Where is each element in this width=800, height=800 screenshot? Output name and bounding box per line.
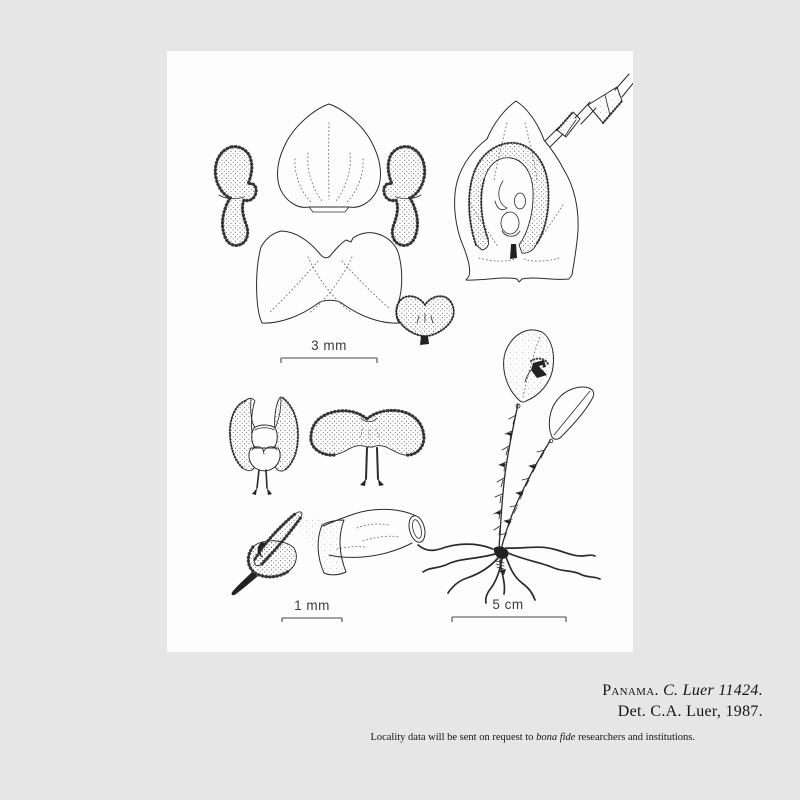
scale-bar-3mm-label: 3 mm — [311, 338, 347, 353]
determination-caption — [602, 680, 763, 722]
determination-line: Det. C.A. Luer, 1987. — [617, 703, 763, 720]
scale-bar-1mm — [282, 598, 342, 622]
locality-note-post: researchers and institutions. — [575, 732, 695, 743]
collection-number: C. Luer 11424. — [663, 682, 763, 699]
lip-small-drawing — [396, 296, 454, 345]
synsepal-drawing — [257, 231, 402, 323]
collection-line — [602, 680, 763, 701]
country-label: Panama. — [602, 682, 659, 699]
dorsal-sepal-drawing — [277, 104, 380, 212]
illustration-plate — [167, 51, 633, 652]
locality-note-pre: Locality data will be sent on request to — [370, 732, 537, 743]
roots — [418, 544, 600, 603]
scale-bar-3mm — [281, 338, 377, 363]
locality-note-italic: bona fide — [536, 732, 576, 743]
petal-right-drawing — [384, 147, 425, 246]
pedicel-bracts-drawing — [545, 74, 633, 147]
plant-habit-drawing — [418, 330, 600, 603]
scale-bar-1mm-label: 1 mm — [294, 598, 330, 613]
petal-left-drawing — [215, 147, 256, 246]
flower-side-drawing — [232, 509, 428, 595]
scale-bar-5cm — [452, 597, 566, 622]
locality-note — [370, 732, 695, 743]
scale-bar-5cm-label: 5 cm — [492, 597, 524, 612]
lip-detail-drawing — [311, 410, 424, 486]
column-detail-drawing — [230, 397, 298, 495]
